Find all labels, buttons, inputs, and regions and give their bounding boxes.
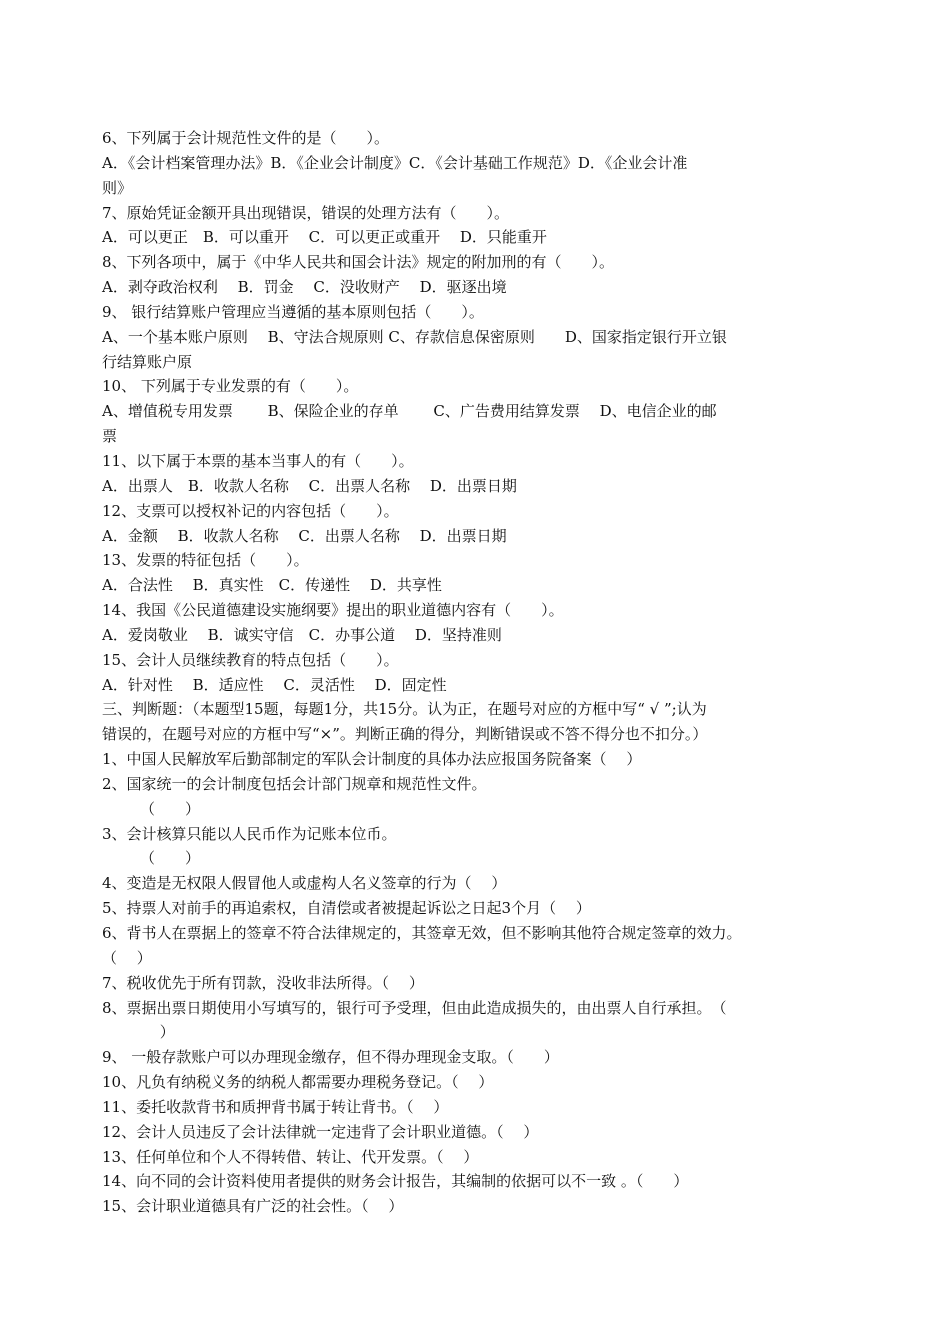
judgment-14: 14、向不同的会计资料使用者提供的财务会计报告，其编制的依据可以不一致 。（ ） (102, 1172, 689, 1191)
judgment-10: 10、凡负有纳税义务的纳税人都需要办理税务登记。（ ） (102, 1073, 494, 1092)
question-10: 10、 下列属于专业发票的有（ ）。 (102, 377, 359, 396)
judgment-1: 1、中国人民解放军后勤部制定的军队会计制度的具体办法应报国务院备案（ ） (102, 750, 642, 769)
question-12-options: A．金额 B．收款人名称 C．出票人名称 D．出票日期 (102, 526, 507, 545)
question-13: 13、发票的特征包括（ ）。 (102, 551, 309, 570)
question-6: 6、下列属于会计规范性文件的是（ ）。 (102, 129, 390, 147)
question-9-options-cont: 行结算账户原 (102, 352, 193, 371)
question-13-options: A．合法性 B．真实性 C．传递性 D．共享性 (102, 576, 442, 595)
section-heading-judgment: 三、判断题：（本题型15题，每题1分，共15分。认为正，在题号对应的方框中写“ √ ”;认为 (102, 700, 707, 719)
question-6-options: A．《会计档案管理办法》B．《企业会计制度》C．《会计基础工作规范》D．《企业会计准 (102, 153, 688, 172)
judgment-8: 8、票据出票日期使用小写填写的，银行可予受理，但由此造成损失的，由出票人自行承担。 （ (102, 998, 727, 1017)
question-7-options: A．可以更正 B．可以重开 C．可以更正或重开 D．只能重开 (102, 228, 547, 247)
judgment-2-answer-box: （ ） (140, 799, 201, 818)
judgment-6-answer-box: （ ） (102, 948, 152, 967)
judgment-6: 6、背书人在票据上的签章不符合法律规定的，其签章无效，但不影响其他符合规定签章的效力。 (102, 924, 742, 942)
judgment-5: 5、持票人对前手的再追索权，自清偿或者被提起诉讼之日起3个月（ ） (102, 899, 591, 918)
judgment-3: 3、会计核算只能以人民币作为记账本位币。 (102, 824, 397, 843)
judgment-9: 9、 一般存款账户可以办理现金缴存，但不得办理现金支取。（ ） (102, 1048, 559, 1067)
judgment-2: 2、国家统一的会计制度包括会计部门规章和规范性文件。 (102, 774, 487, 793)
question-9: 9、 银行结算账户管理应当遵循的基本原则包括（ ）。 (102, 302, 484, 321)
judgment-11: 11、委托收款背书和质押背书属于转让背书。（ ） (102, 1097, 449, 1116)
judgment-15: 15、会计职业道德具有广泛的社会性。（ ） (102, 1197, 404, 1216)
question-14-options: A．爱岗敬业 B．诚实守信 C．办事公道 D．坚持准则 (102, 625, 502, 644)
document-page (102, 126, 818, 1219)
judgment-13: 13、任何单位和个人不得转借、转让、代开发票。（ ） (102, 1147, 479, 1166)
question-12: 12、支票可以授权补记的内容包括（ ）。 (102, 501, 399, 520)
question-10-options-cont: 票 (102, 427, 118, 446)
judgment-8-answer-box: ） (140, 1023, 175, 1042)
section-heading-judgment-cont: 错误的，在题号对应的方框中写“×”。判断正确的得分，判断错误或不答不得分也不扣分。） (102, 725, 708, 744)
question-15-options: A．针对性 B．适应性 C．灵活性 D．固定性 (102, 675, 447, 694)
question-8-options: A．剥夺政治权利 B．罚金 C．没收财产 D．驱逐出境 (102, 278, 507, 297)
question-10-options: A、增值税专用发票 B、保险企业的存单 C、广告费用结算发票 D、电信企业的邮 (102, 402, 717, 421)
question-15: 15、会计人员继续教育的特点包括（ ）。 (102, 650, 399, 669)
judgment-3-answer-box: （ ） (140, 849, 201, 868)
judgment-4: 4、变造是无权限人假冒他人或虚构人名义签章的行为（ ） (102, 874, 507, 893)
question-7: 7、原始凭证金额开具出现错误，错误的处理方法有（ ）。 (102, 203, 510, 222)
question-6-options-cont: 则》 (102, 178, 133, 197)
question-8: 8、下列各项中，属于《中华人民共和国会计法》规定的附加刑的有（ ）。 (102, 253, 615, 272)
question-9-options: A、一个基本账户原则 B、守法合规原则 C、存款信息保密原则 D、国家指定银行开立银 (102, 327, 727, 346)
judgment-7: 7、税收优先于所有罚款，没收非法所得。（ ） (102, 973, 424, 992)
question-11-options: A．出票人 B．收款人名称 C．出票人名称 D．出票日期 (102, 476, 517, 495)
question-14: 14、我国《公民道德建设实施纲要》提出的职业道德内容有（ ）。 (102, 601, 564, 620)
judgment-12: 12、会计人员违反了会计法律就一定违背了会计职业道德。（ ） (102, 1122, 539, 1141)
question-11: 11、以下属于本票的基本当事人的有（ ）。 (102, 451, 414, 470)
